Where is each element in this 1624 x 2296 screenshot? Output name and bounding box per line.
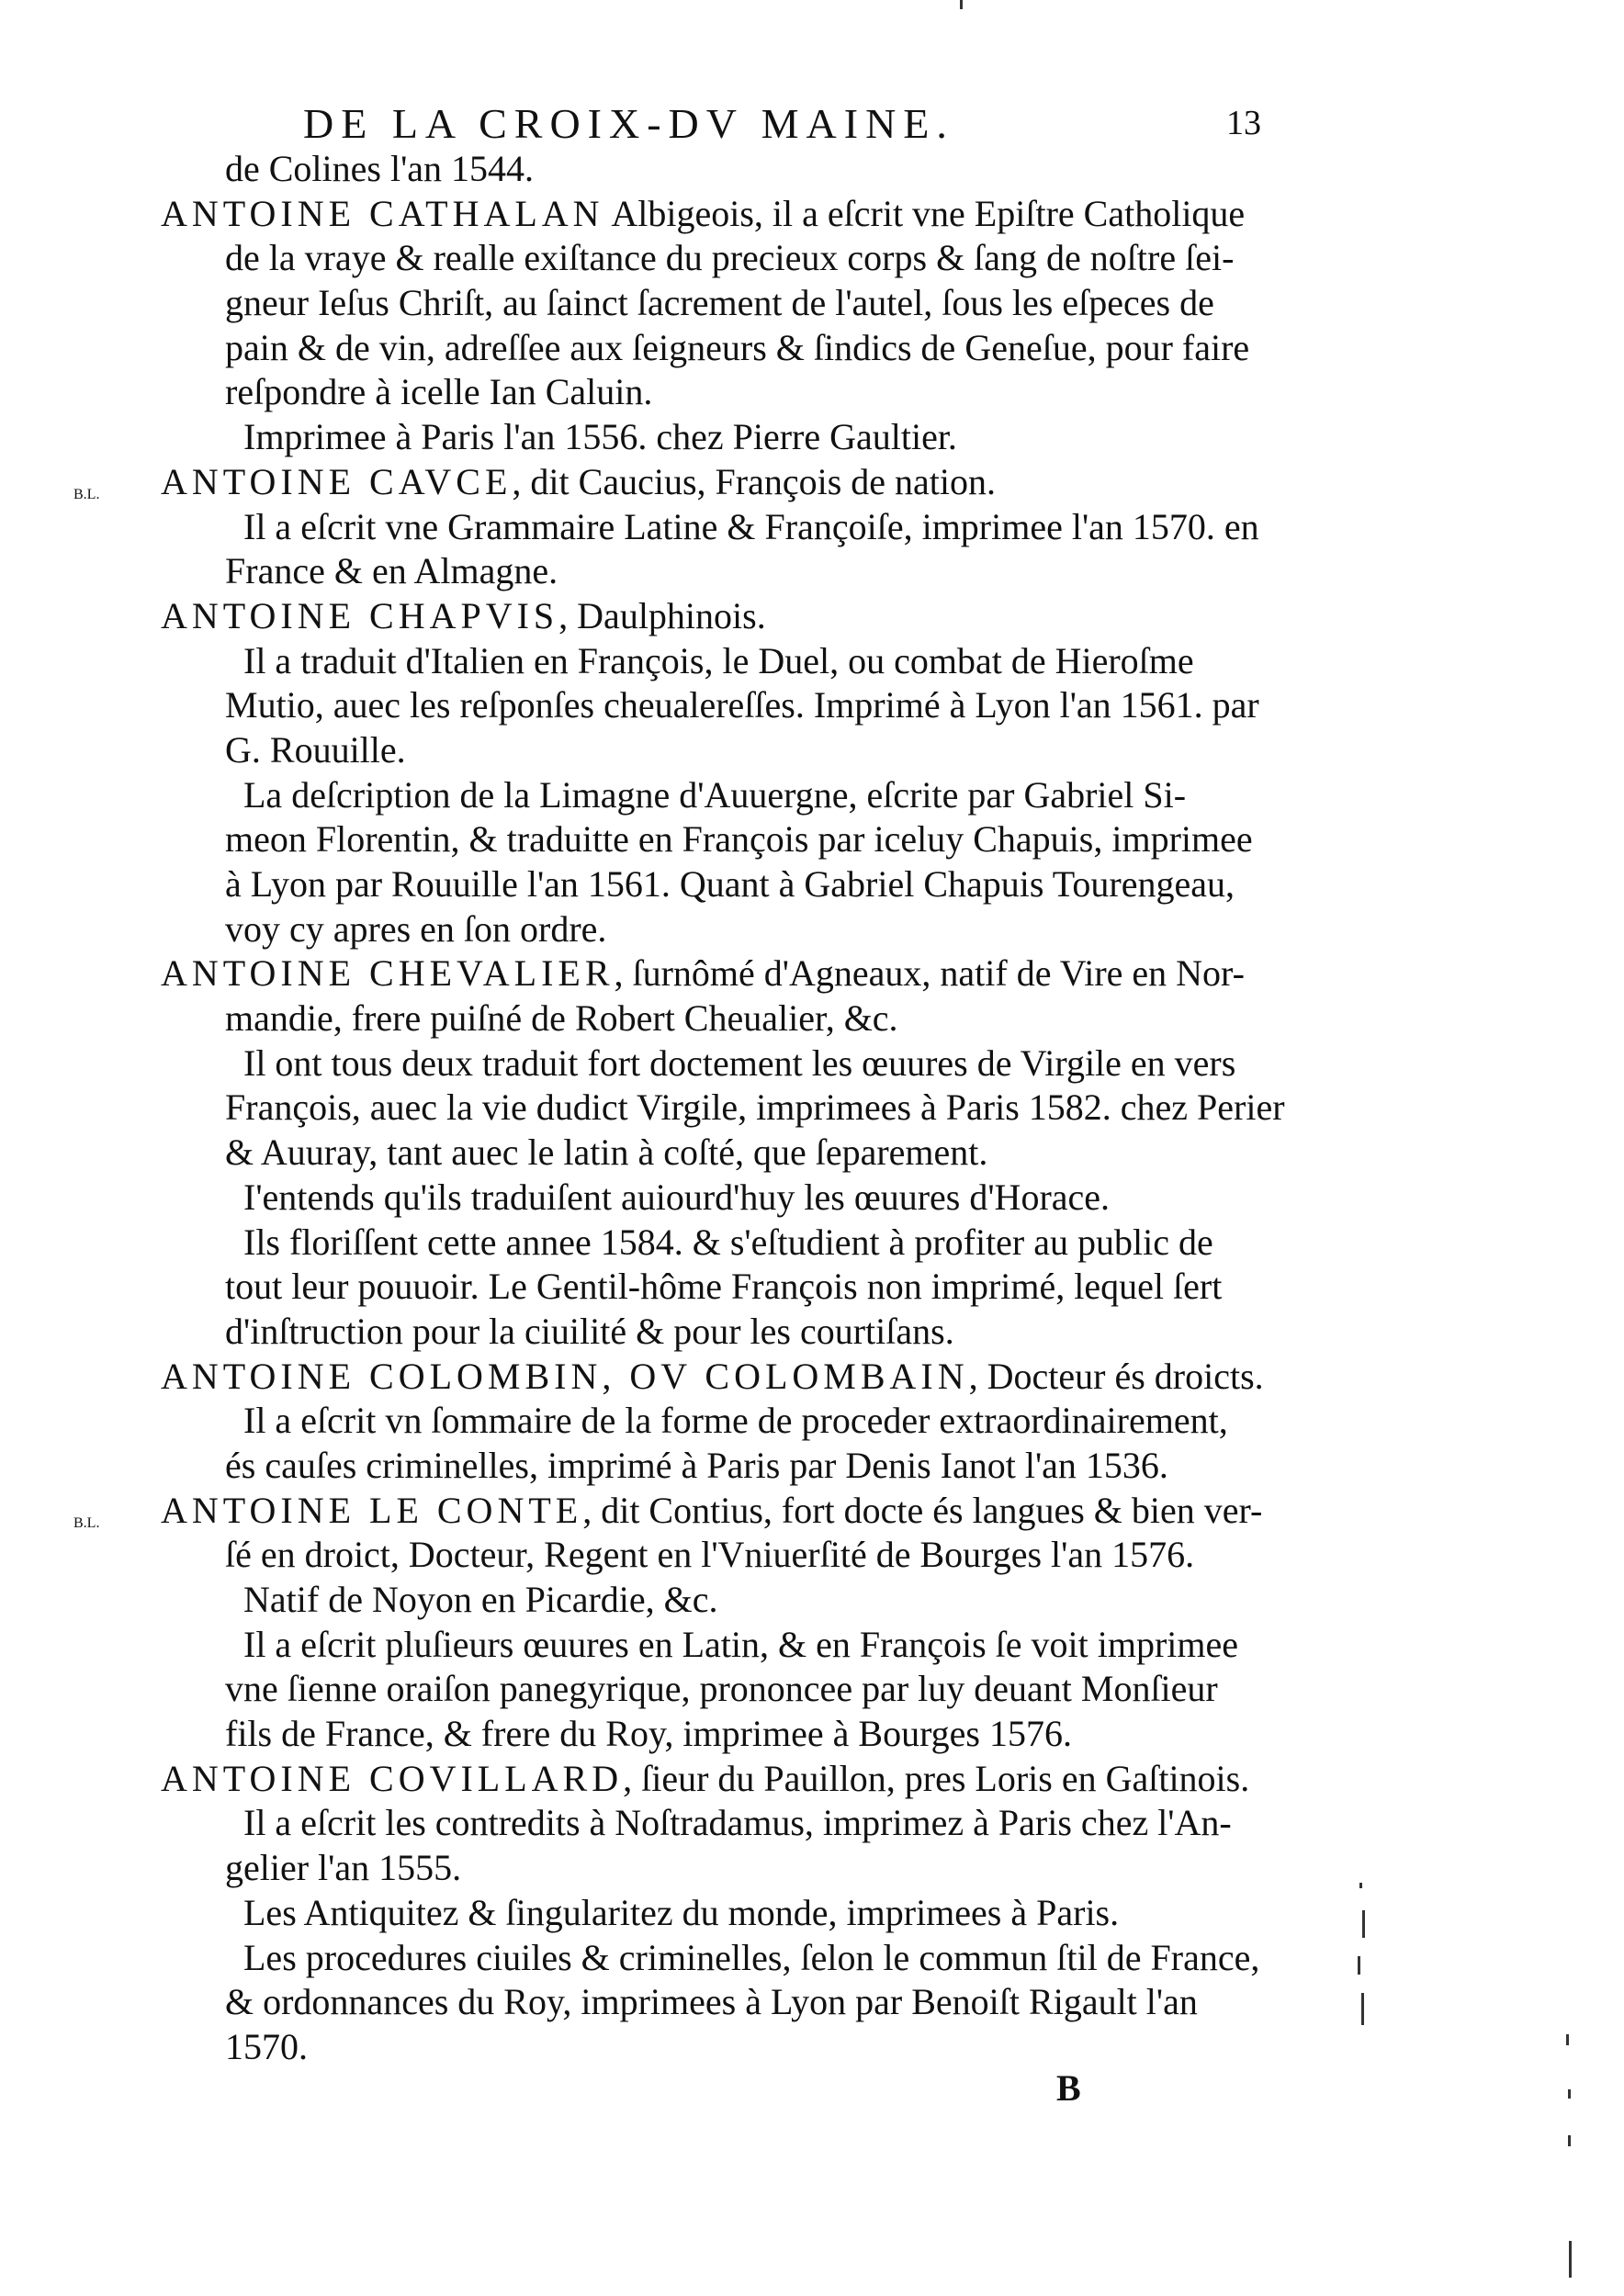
line-text: mandie, frere puiſné de Robert Cheualier, &c. [225, 997, 898, 1040]
author-name: ANTOINE COLOMBIN, OV COLOMBAIN [161, 1355, 969, 1397]
line-text: gneur Ieſus Chriſt, au ſainct ſacrement de l'autel, ſous les eſpeces de [225, 282, 1214, 324]
line-text: de la vraye & realle exiſtance du precieux corps & ſang de noſtre ſei- [225, 237, 1235, 279]
entry-heading [161, 1757, 1250, 1802]
ink-speck [1359, 1883, 1362, 1888]
line-text: Il ont tous deux traduit fort doctement les œuures de Virgile en vers [243, 1041, 1236, 1084]
text-line [161, 370, 1245, 415]
text-line [161, 862, 1245, 907]
line-text: G. Rouuille. [225, 728, 406, 771]
text-line [161, 773, 1245, 818]
signature-mark: B [1056, 2067, 1081, 2109]
line-text: és cauſes criminelles, imprimé à Paris par Denis Ianot l'an 1536. [225, 1444, 1168, 1486]
text-line [161, 1980, 1245, 2025]
page-number: 13 [1226, 104, 1261, 142]
text-block [73, 147, 1285, 2070]
text-line [161, 1086, 1285, 1131]
line-text: Il a eſcrit les contredits à Noſtradamus, imprimez à Paris chez l'An- [243, 1802, 1232, 1844]
author-name: ANTOINE COVILLARD [161, 1757, 624, 1799]
text-line [161, 1801, 1245, 1846]
text-line [161, 1310, 1245, 1355]
ink-speck [1569, 2241, 1572, 2278]
author-name: ANTOINE CAVCE [161, 460, 513, 502]
line-text: , dit Caucius, François de nation. [512, 460, 997, 502]
ink-speck [1568, 2089, 1571, 2099]
ink-speck [960, 0, 963, 9]
text-line [161, 281, 1245, 326]
entry-heading [161, 951, 1245, 996]
text-line [161, 1936, 1260, 1981]
line-text: à Lyon par Rouuille l'an 1561. Quant à Gabriel Chapuis Tourengeau, [225, 863, 1235, 905]
line-text: Imprimee à Paris l'an 1556. chez Pierre Gaultier. [243, 416, 957, 458]
line-text: , Daulphinois. [558, 594, 766, 636]
ink-speck [1566, 2034, 1569, 2045]
text-line [161, 326, 1250, 371]
text-line [161, 683, 1259, 728]
line-text: Il a eſcrit vne Grammaire Latine & Françoiſe, imprimee l'an 1570. en [243, 505, 1259, 547]
author-name: ANTOINE LE CONTE [161, 1489, 583, 1531]
text-line [161, 1176, 1245, 1221]
line-text: France & en Almagne. [225, 550, 558, 592]
text-line [161, 1667, 1245, 1712]
margin-marker: B.L. [73, 486, 100, 502]
line-text: tout leur pouuoir. Le Gentil-hôme François non imprimé, lequel ſert [225, 1266, 1223, 1308]
text-line [161, 1041, 1245, 1086]
entry-heading [161, 1355, 1264, 1400]
line-text: meon Florentin, & traduitte en François par iceluy Chapuis, imprimee [225, 818, 1253, 861]
line-text: pain & de vin, adreſſee aux ſeigneurs & ſindics de Geneſue, pour faire [225, 326, 1250, 368]
line-text: voy cy apres en ſon ordre. [225, 907, 607, 950]
text-line [161, 505, 1259, 550]
entry-heading [73, 1489, 1263, 1534]
line-text: La deſcription de la Limagne d'Auuergne, eſcrite par Gabriel Si- [243, 773, 1187, 816]
ink-speck [1361, 1993, 1364, 2025]
text-line [161, 907, 1245, 952]
text-line [161, 1444, 1245, 1489]
author-name: ANTOINE CHEVALIER [161, 952, 615, 995]
line-text: gelier l'an 1555. [225, 1847, 462, 1889]
line-text: vne ſienne oraiſon panegyrique, prononcee par luy deuant Monſieur [225, 1668, 1218, 1710]
text-line [161, 817, 1253, 862]
text-line [161, 1623, 1245, 1668]
line-text: 1570. [225, 2025, 308, 2067]
line-text: de Colines l'an 1544. [225, 148, 535, 189]
entry-heading [161, 192, 1245, 237]
text-line [161, 1221, 1245, 1266]
line-text: , ſieur du Pauillon, pres Loris en Gaſtinois. [623, 1757, 1250, 1799]
text-line [161, 415, 1245, 460]
text-line [161, 1533, 1245, 1578]
line-text: Il a eſcrit pluſieurs œuures en Latin, & en François ſe voit imprimee [243, 1623, 1239, 1665]
line-text: , dit Contius, fort docte és langues & bien ver- [582, 1489, 1263, 1531]
ink-speck [1568, 2135, 1571, 2146]
line-text: , Docteur és droicts. [968, 1355, 1264, 1397]
line-text: I'entends qu'ils traduiſent auiourd'huy les œuures d'Horace. [243, 1176, 1111, 1218]
text-line [161, 1846, 1245, 1891]
running-header: DE LA CROIX-DV MAINE. [303, 100, 954, 147]
line-text: Les Antiquitez & ſingularitez du monde, imprimees à Paris. [243, 1891, 1120, 1933]
line-text: d'inſtruction pour la ciuilité & pour les courtiſans. [225, 1310, 954, 1352]
text-line [161, 549, 1245, 594]
line-text: , ſurnômé d'Agneaux, natif de Vire en Nor- [614, 952, 1245, 995]
entry-heading [161, 594, 1245, 639]
text-line [161, 1399, 1245, 1444]
line-text: Mutio, auec les reſponſes cheualereſſes. Imprimé à Lyon l'an 1561. par [225, 684, 1259, 726]
line-text: Albigeois, il a eſcrit vne Epiſtre Catholique [603, 192, 1246, 234]
line-text: Il a traduit d'Italien en François, le Duel, ou combat de Hieroſme [243, 639, 1194, 681]
margin-marker: B.L. [73, 1514, 100, 1531]
entry-heading [73, 460, 1245, 505]
text-line [161, 1265, 1245, 1310]
text-line [161, 996, 1245, 1041]
text-line [161, 639, 1245, 684]
text-line [161, 2025, 1245, 2070]
line-text: & Auuray, tant auec le latin à coſté, que ſeparement. [225, 1131, 988, 1174]
line-text: ſé en droict, Docteur, Regent en l'Vniuerſité de Bourges l'an 1576. [225, 1534, 1195, 1576]
line-text: fils de France, & frere du Roy, imprimee à Bourges 1576. [225, 1713, 1072, 1755]
line-text: reſpondre à icelle Ian Caluin. [225, 371, 653, 413]
text-line [161, 1891, 1245, 1936]
text-line [161, 1131, 1245, 1176]
text-line [161, 728, 1245, 773]
text-line [161, 236, 1245, 281]
line-text: & ordonnances du Roy, imprimees à Lyon par Benoiſt Rigault l'an [225, 1981, 1198, 2023]
author-name: ANTOINE CHAPVIS [161, 594, 559, 636]
ink-speck [1358, 1956, 1360, 1975]
author-name: ANTOINE CATHALAN [161, 192, 604, 234]
ink-speck [1362, 1910, 1365, 1938]
line-text: Ils floriſſent cette annee 1584. & s'eſtudient à profiter au public de [243, 1221, 1213, 1263]
text-line [161, 1712, 1245, 1757]
line-text: Les procedures ciuiles & criminelles, ſelon le commun ſtil de France, [243, 1936, 1260, 1978]
text-line [161, 147, 1245, 192]
line-text: Natif de Noyon en Picardie, &c. [243, 1579, 718, 1620]
text-line [161, 1578, 1245, 1623]
line-text: Il a eſcrit vn ſommaire de la forme de proceder extraordinairement, [243, 1400, 1228, 1442]
line-text: François, auec la vie dudict Virgile, imprimees à Paris 1582. chez Perier [225, 1086, 1285, 1129]
